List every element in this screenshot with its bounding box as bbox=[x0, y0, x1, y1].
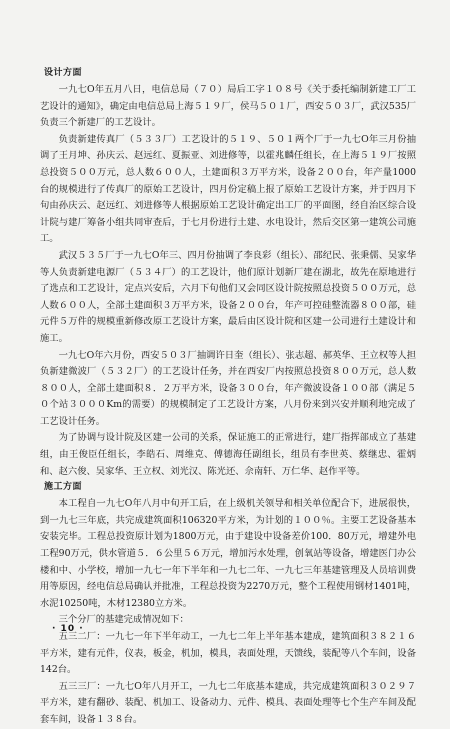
paragraph: 五三三厂：一九七O年八月开工，一九七二年底基本建成，共完成建筑面积３０２９７平方米，建有翻砂、装配、机加工、设备动力、元件、模具、表面处理等七个生产车间及配套车间，设备１３８台。 bbox=[40, 680, 416, 725]
paragraph: 本工程自一九七O年八月中旬开工后，在上级机关领导和相关单位配合下，进展很快，到一九七三年底，共完成建筑面积106320平方米，为计划的１００％。主要工艺设备基本安装完毕。工程总投资原计划为1800万元，由于建设中设备差价100．80万元，增建外电工程90万元，供水管道５．６公里５６万元，增加污水处理，创氧站等设备，增建医门办公楼和中、小学校，增加一九七一年下半年和一九七二年、一九七三年基建管理及人员培训费用等原因，经电信总局确认并批准，工程总投资为2270万元，整个工程使用钢材1401吨，水泥10250吨，木材12380立方米。 bbox=[40, 498, 416, 609]
paragraph: 为了协调与设计院及区建一公司的关系，保证施工的正常进行，建厂指挥部成立了基建组，由王俊臣任组长，李皓石、周维克、傅德海任副组长，组员有李世英、蔡继忠、霍炳和、赵六俊、吴家华、王立权、刘光汉、陈光还、佘南轩、万仁华、赵作平等。 bbox=[40, 432, 416, 477]
section-heading-design: 设计方面 bbox=[44, 68, 83, 78]
paragraph: 一九七O年六月份，西安５０３厂抽调许日奎（组长）、张志超、郝英华、王立权等人担负新建微波厂（５３２厂）的工艺设计任务，并在西安厂内按照总投资８００万元，总人数８００人，全部土建面积８．２万平方米，设备３００台，年产微波设备１００部（满足５０个站３０００Km的需要）的规模制定了工艺设计方案，八月份来到兴安并顺利地完成了工艺设计任务。 bbox=[40, 349, 416, 427]
paragraph: 三个分厂的基建完成情况如下： bbox=[58, 614, 189, 626]
paragraph: 一九七O年五月八日，电信总局（７０）局后工字１０８号《关于委托编制新建工厂工艺设计的通知》，确定由电信总局上海５１９厂，侯马５０１厂，西安５０３厂，武汉535厂负责三个新建厂的工艺设计。 bbox=[40, 84, 416, 129]
paragraph: 五三二厂：一九七一年下半年动工，一九七二年上半年基本建成，建筑面积３８２１６平方米，建有元件，仪表，板金，机加，模具，表面处理，天馈线，装配等八个车间，设备142台。 bbox=[40, 631, 416, 676]
paragraph: 负责新建传真厂（５３３厂）工艺设计的５１９、５０１两个厂于一九七O年三月份抽调了王月坤、孙庆云、赵远红、夏振亚、刘进修等，以霍兆麟任组长，在上海５１９厂按照总投资５００万元，总人数６００人，土建面积３万平方米，设备２００台，年产量1000台的规模进行了传真厂的原始工艺设计，四月份定稿上报了原始工艺设计方案，并于四月下旬由孙庆云、赵远红、刘进修等人根据原始工艺设计确定出工厂的平面图，经自治区综合设计院与建厂筹备小组共同审查后，于七月份进行土建、水电设计，然后交区第一建筑公司施工。 bbox=[40, 133, 416, 245]
page-number: · 10 · bbox=[52, 624, 84, 634]
section-heading-construction: 施工方面 bbox=[44, 482, 83, 493]
paragraph: 武汉５３５厂于一九七O年三、四月份抽调了李良彩（组长）、邵纪民、张秉儒、吴家华等人负责新建电源厂（５３４厂）的工艺设计，他们原计划新厂建在湖北，故先在原地进行了选点和工艺设计，定点兴安后，六月下旬他们又会同区设计院按照总投资５００万元，总人数６００人，全部土建面积３万平方米，设备２００台，年产可控硅整流器８００部，硅元件５万件的规模重新修改原工艺设计方案，最后由区设计院和区建一公司进行土建设计和施工。 bbox=[40, 249, 416, 344]
